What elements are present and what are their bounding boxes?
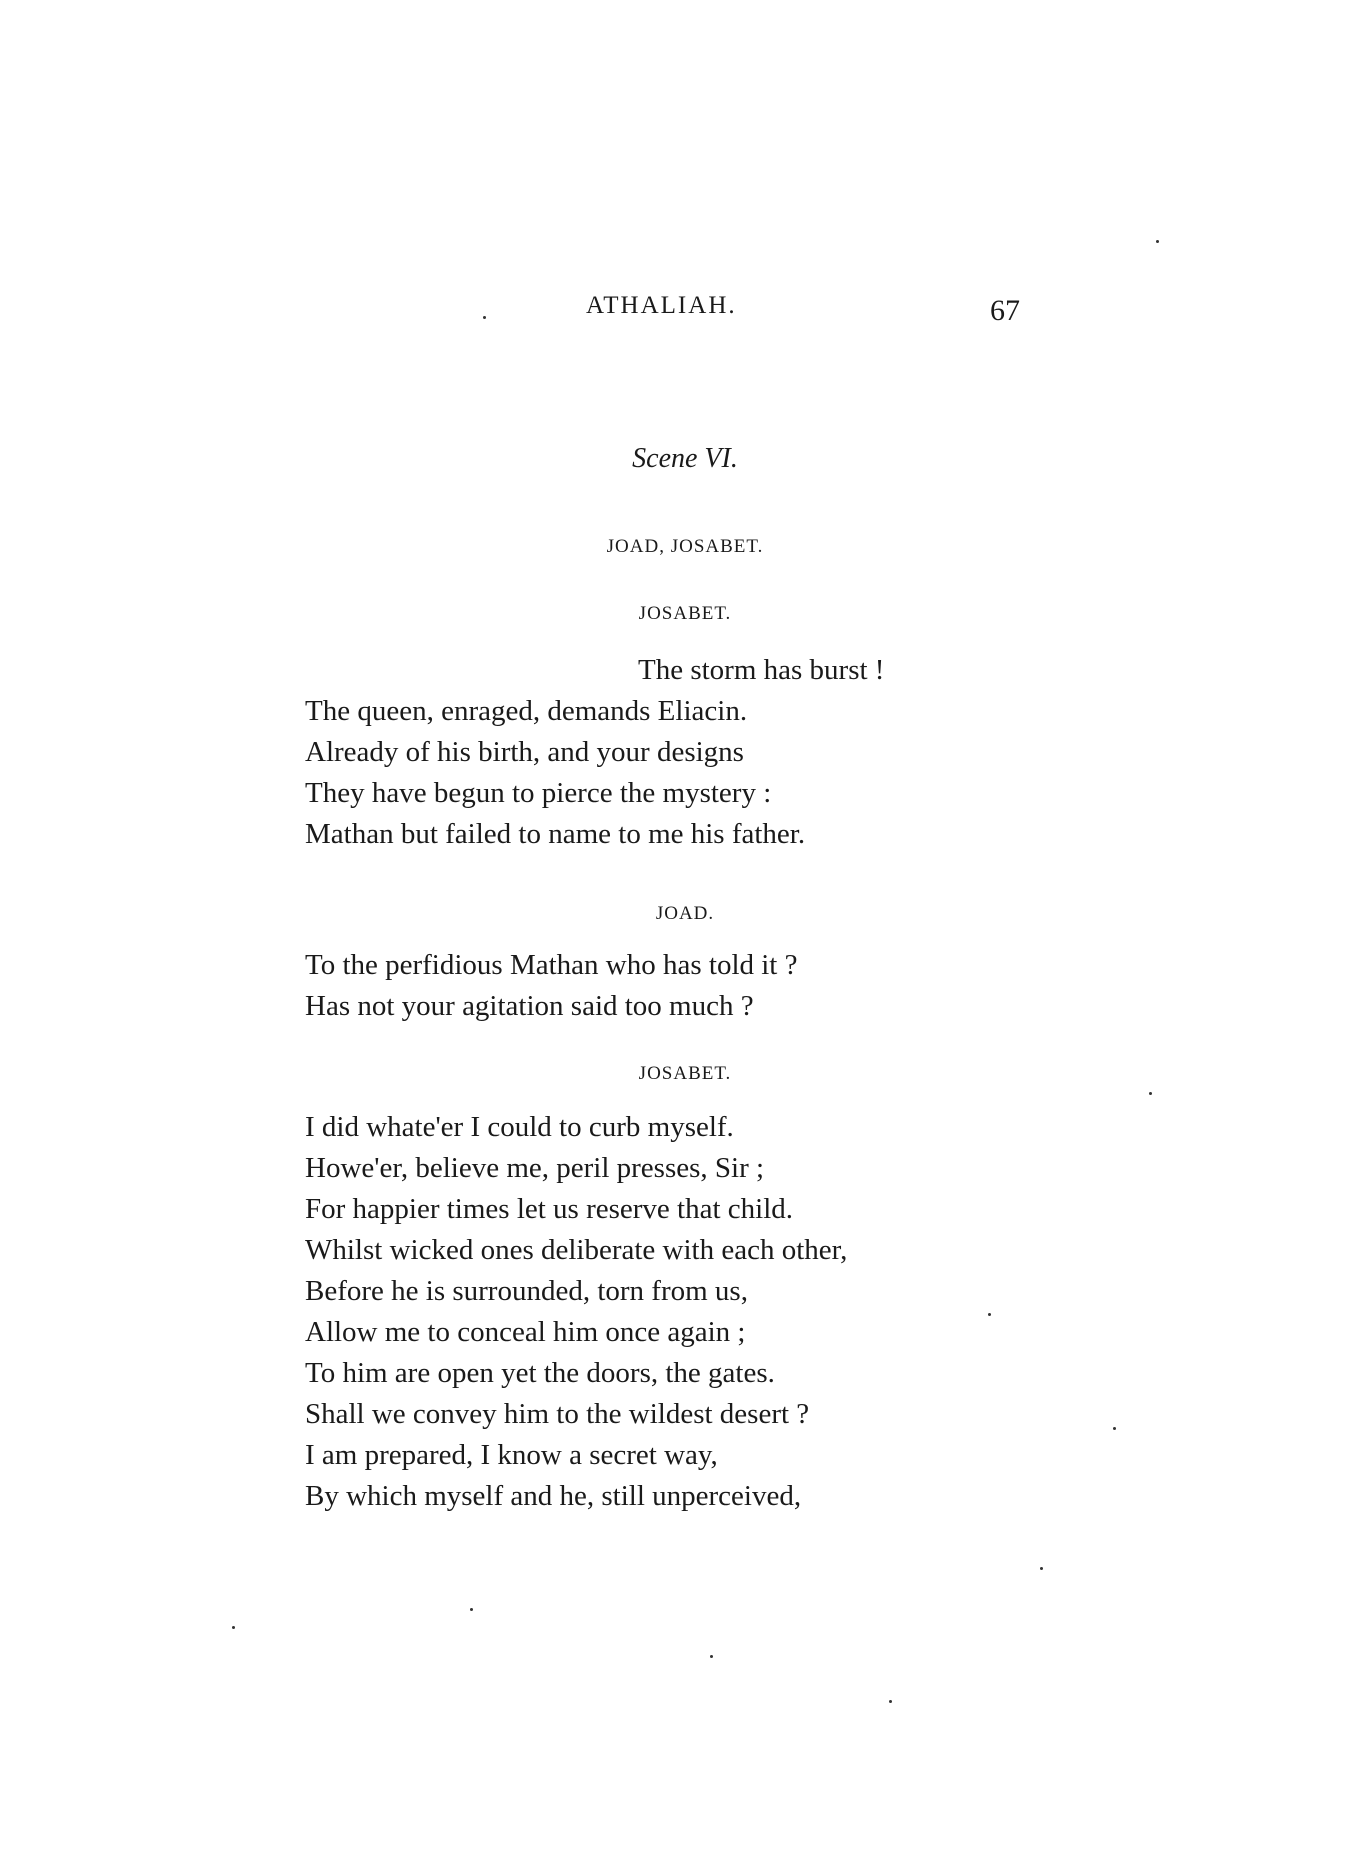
scan-speck bbox=[889, 1700, 892, 1703]
cast-list: JOAD, JOSABET. bbox=[606, 536, 764, 557]
verse-line: Mathan but failed to name to me his father. bbox=[305, 818, 806, 850]
verse-line: The storm has burst ! bbox=[638, 654, 885, 686]
verse-line: The queen, enraged, demands Eliacin. bbox=[305, 695, 748, 727]
verse-line: To him are open yet the doors, the gates. bbox=[305, 1357, 775, 1389]
verse-line: I did whate'er I could to curb myself. bbox=[305, 1111, 734, 1143]
scan-speck bbox=[988, 1313, 991, 1316]
verse-line: Has not your agitation said too much ? bbox=[305, 990, 754, 1022]
running-head bbox=[0, 292, 1370, 332]
scan-speck bbox=[1156, 240, 1159, 243]
verse-line: They have begun to pierce the mystery : bbox=[305, 777, 772, 809]
verse-line: Howe'er, believe me, peril presses, Sir ; bbox=[305, 1152, 765, 1184]
verse-line: Already of his birth, and your designs bbox=[305, 736, 744, 768]
scan-speck bbox=[1113, 1427, 1116, 1430]
scan-speck bbox=[710, 1655, 713, 1658]
verse-line: For happier times let us reserve that child. bbox=[305, 1193, 794, 1225]
verse-line: I am prepared, I know a secret way, bbox=[305, 1439, 718, 1471]
scene-heading: Scene VI. bbox=[632, 443, 738, 474]
verse-line: Whilst wicked ones deliberate with each other, bbox=[305, 1234, 848, 1266]
speaker-name: JOSABET. bbox=[638, 603, 732, 624]
verse-line: Before he is surrounded, torn from us, bbox=[305, 1275, 748, 1307]
running-title: ATHALIAH. bbox=[586, 292, 737, 319]
verse-line: Allow me to conceal him once again ; bbox=[305, 1316, 746, 1348]
scan-speck bbox=[483, 316, 486, 319]
scan-speck bbox=[1040, 1567, 1043, 1570]
speech-verse bbox=[305, 650, 1065, 855]
verse-line: By which myself and he, still unperceived, bbox=[305, 1480, 802, 1512]
page-number: 67 bbox=[990, 294, 1020, 327]
scan-speck bbox=[470, 1608, 473, 1611]
speaker-name: JOAD. bbox=[655, 903, 715, 924]
verse-line: To the perfidious Mathan who has told it ? bbox=[305, 949, 798, 981]
speech-verse bbox=[305, 1107, 1065, 1517]
scan-speck bbox=[1149, 1092, 1152, 1095]
scan-speck bbox=[232, 1626, 235, 1629]
speaker-name: JOSABET. bbox=[638, 1063, 732, 1084]
verse-line: Shall we convey him to the wildest desert ? bbox=[305, 1398, 810, 1430]
speech-verse bbox=[305, 945, 1065, 1027]
